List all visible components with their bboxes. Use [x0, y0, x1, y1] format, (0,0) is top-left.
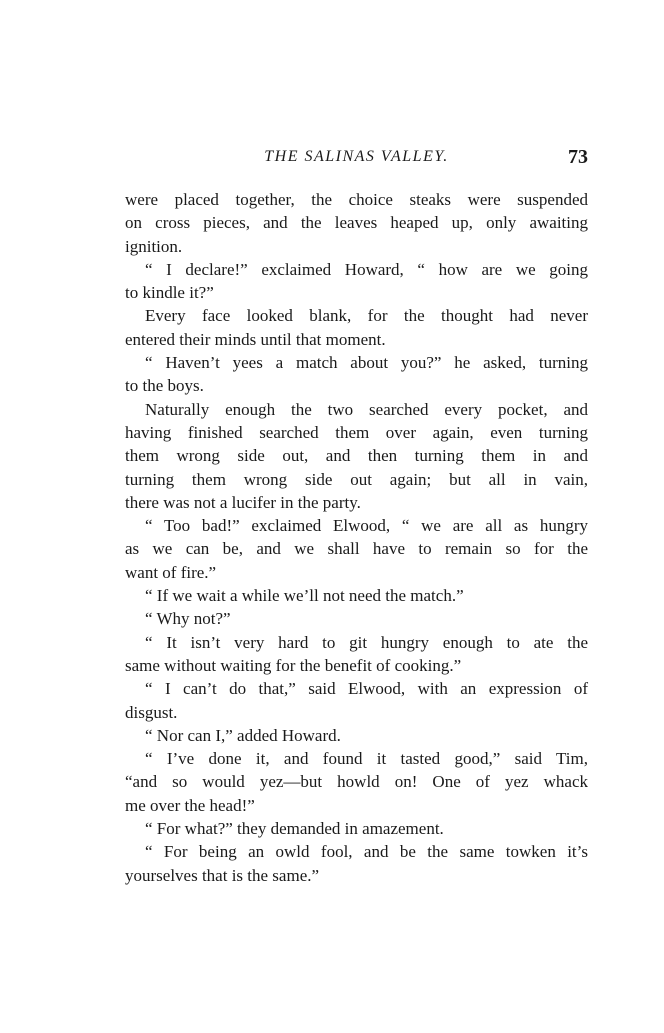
text-line: “ For what?” they demanded in amazement.	[145, 819, 444, 839]
text-line: “ For being an owld fool, and be the same towken it’s	[145, 842, 588, 862]
text-line: turning them wrong side out again; but all in vain,	[125, 469, 588, 489]
text-line: “ Haven’t yees a match about you?” he asked, turning	[145, 353, 588, 373]
text-line: on cross pieces, and the leaves heaped up, only awaiting	[125, 213, 588, 233]
running-head	[125, 146, 588, 170]
text-line: “ If we wait a while we’ll not need the match.”	[145, 586, 464, 606]
text-line: ignition.	[125, 236, 183, 256]
text-line: entered their minds until that moment.	[125, 329, 386, 349]
text-line: “ I can’t do that,” said Elwood, with an expression of	[145, 679, 588, 699]
text-line: Every face looked blank, for the thought had never	[145, 306, 588, 326]
page-number: 73	[568, 146, 588, 168]
body-text	[125, 188, 588, 887]
text-line: were placed together, the choice steaks were suspended	[125, 190, 588, 209]
text-line: having finished searched them over again, even turning	[125, 422, 588, 442]
text-line: want of fire.”	[125, 562, 217, 582]
text-line: “ I’ve done it, and found it tasted good,” said Tim,	[145, 749, 588, 769]
text-line: to the boys.	[125, 376, 204, 396]
text-line: same without waiting for the benefit of cooking.”	[125, 655, 462, 675]
text-line: “ It isn’t very hard to git hungry enough to ate the	[145, 632, 588, 652]
text-line: Naturally enough the two searched every pocket, and	[145, 399, 588, 419]
text-line: “ Why not?”	[145, 609, 231, 629]
text-line: as we can be, and we shall have to remain so for the	[125, 539, 588, 559]
text-line: disgust.	[125, 702, 178, 722]
text-line: them wrong side out, and then turning them in and	[125, 446, 588, 466]
text-line: yourselves that is the same.”	[125, 865, 320, 885]
text-line: “ I declare!” exclaimed Howard, “ how are we going	[145, 259, 588, 279]
text-line: “ Too bad!” exclaimed Elwood, “ we are all as hungry	[145, 516, 588, 536]
text-line: there was not a lucifer in the party.	[125, 492, 361, 512]
text-line: “and so would yez—but howld on! One of yez whack	[125, 772, 588, 792]
text-line: to kindle it?”	[125, 283, 214, 303]
text-line: “ Nor can I,” added Howard.	[145, 725, 341, 745]
text-line: me over the head!”	[125, 795, 255, 815]
running-title: THE SALINAS VALLEY.	[264, 148, 449, 165]
